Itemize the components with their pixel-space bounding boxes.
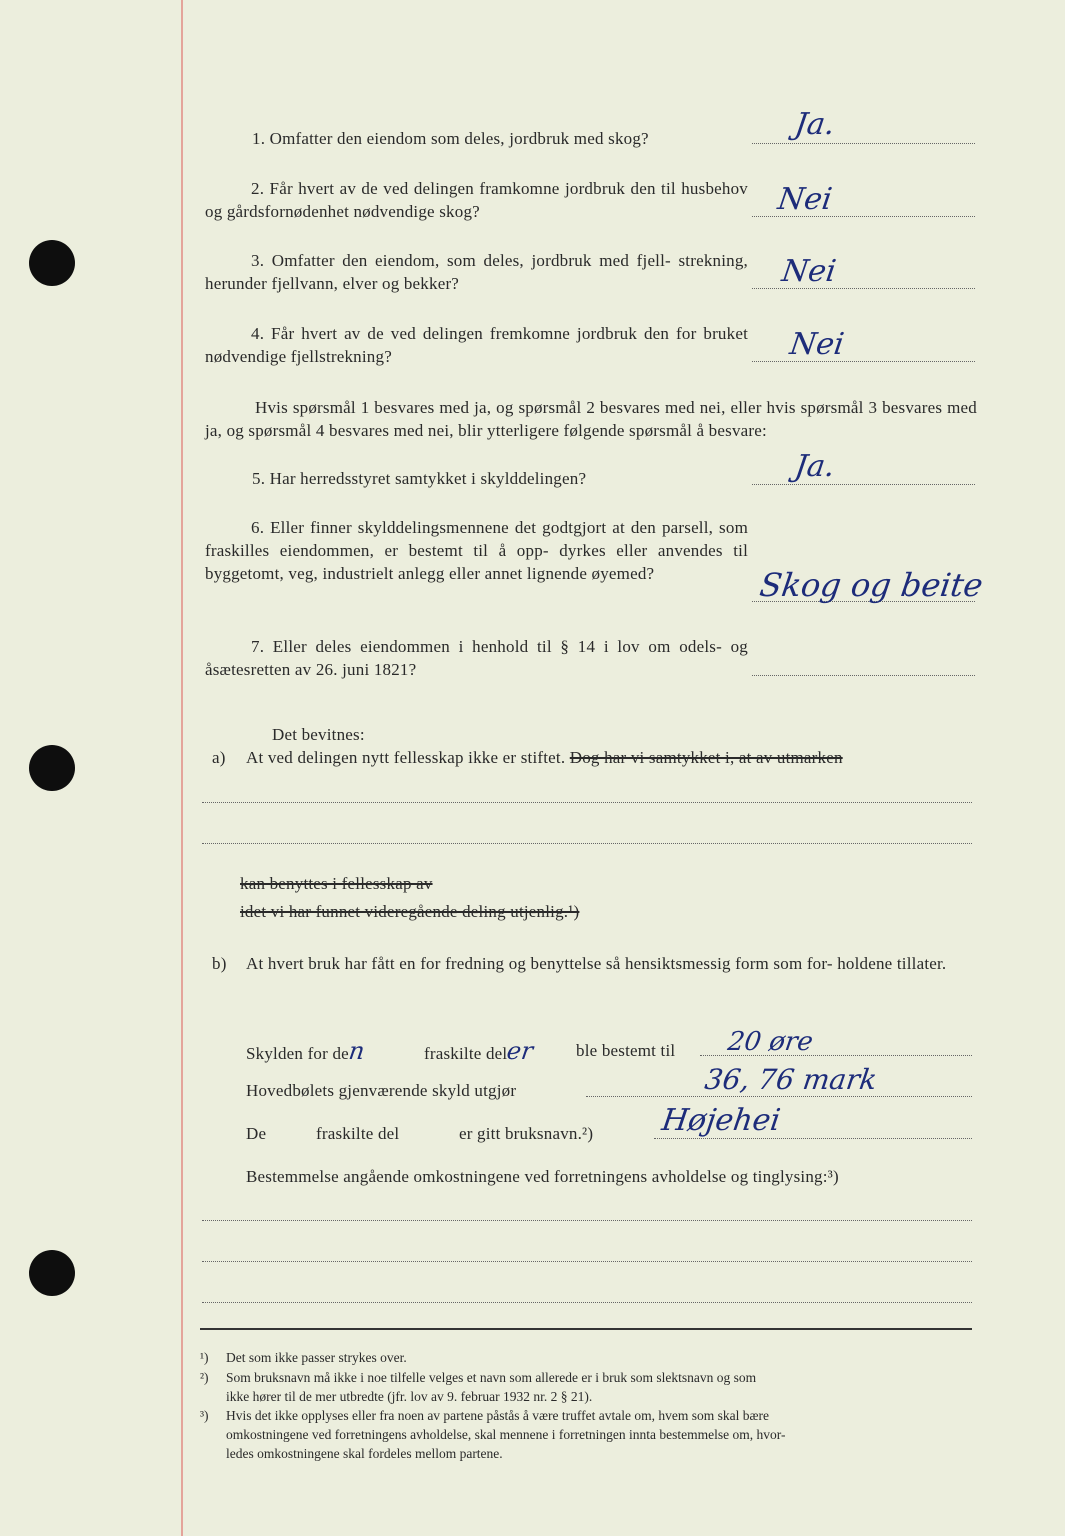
footnote-3-line-2: omkostningene ved forretningens avholdelse, skal mennene i forretningen innta bestemmelse om, hvor- — [226, 1427, 786, 1442]
fill-line — [202, 1261, 972, 1262]
answer-5: Ja. — [792, 449, 837, 484]
fill-line — [202, 843, 972, 844]
question-5: 5. Har herredsstyret samtykket i skylddelingen? — [252, 469, 587, 488]
footnote-3-line-1: Hvis det ikke opplyses eller fra noen av partene påstås å være truffet avtale om, hvem som skal bære — [226, 1408, 769, 1423]
margin-line — [181, 0, 183, 1536]
hoved-line — [586, 1096, 972, 1097]
attest-b-label: b) — [212, 954, 227, 973]
question-6: 6. Eller finner skylddelingsmennene det godtgjort at den parsell, som fraskilles eiendommen, er bestemt til å opp- dyrkes eller anvendes til byggetomt, veg, industrielt anlegg eller annet lignende øyemed? — [205, 518, 748, 583]
question-1: 1. Omfatter den eiendom som deles, jordbruk med skog? — [252, 129, 649, 148]
answer-4: Nei — [787, 327, 847, 362]
footnote-2-mark: ²) — [200, 1370, 209, 1385]
navn-label-2: fraskilte del — [316, 1124, 400, 1143]
fill-line — [202, 1220, 972, 1221]
hoved-label: Hovedbølets gjenværende skyld utgjør — [246, 1081, 517, 1100]
navn-label-3: er gitt bruksnavn.²) — [459, 1124, 594, 1143]
struck-line-2: idet vi har funnet videregående deling utjenlig.¹) — [240, 902, 580, 921]
attest-b-text: At hvert bruk har fått en for fredning og benyttelse så hensiktsmessig form som for- holdene tillater. — [246, 954, 947, 973]
skyld-value: 20 øre — [725, 1027, 815, 1057]
question-4: 4. Får hvert av de ved delingen fremkomne jordbruk den for bruket nødvendige fjellstrekning? — [205, 324, 748, 366]
punch-hole — [29, 240, 75, 286]
footnote-1 — [200, 1348, 975, 1367]
question-3: 3. Omfatter den eiendom, som deles, jordbruk med fjell- strekning, herunder fjellvann, elver og bekker? — [205, 251, 748, 293]
footnote-1-text: Det som ikke passer strykes over. — [226, 1350, 407, 1365]
condition-paragraph: Hvis spørsmål 1 besvares med ja, og spørsmål 2 besvares med nei, eller hvis spørsmål 3 besvares med ja, og spørsmål 4 besvares med nei, blir ytterligere følgende spørsmål å besvare: — [205, 398, 977, 440]
attest-a-text — [246, 746, 843, 769]
attest-a-label: a) — [212, 748, 226, 767]
skyld-label-1 — [246, 1039, 365, 1065]
skyld-label-3: ble bestemt til — [576, 1041, 676, 1060]
footnote-3-line-3: ledes omkostningene skal fordeles mellom partene. — [226, 1446, 503, 1461]
answer-line-7 — [752, 675, 975, 676]
skyld-label-1-text: Skylden for de — [246, 1044, 349, 1063]
fill-line — [202, 1302, 972, 1303]
bestemmelse-label: Bestemmelse angående omkostningene ved forretningens avholdelse og tinglysing:³) — [246, 1167, 839, 1186]
skyld-label-2 — [424, 1037, 536, 1065]
footnote-2 — [200, 1368, 975, 1406]
attest-a-statement: At ved delingen nytt fellesskap ikke er stiftet. — [246, 748, 566, 767]
answer-line-4 — [752, 361, 975, 362]
footnote-3 — [200, 1406, 975, 1463]
footnote-1-mark: ¹) — [200, 1350, 209, 1365]
skyld-label-2-hand: er — [505, 1037, 536, 1065]
footnote-2-line-1: Som bruksnavn må ikke i noe tilfelle velges et navn som allerede er i bruk som slektsnavn og som — [226, 1370, 757, 1385]
navn-value: Højehei — [659, 1103, 783, 1138]
answer-2: Nei — [775, 182, 835, 217]
footnote-2-line-2: ikke hører til de mer utbredte (jfr. lov av 9. februar 1932 nr. 2 § 21). — [226, 1389, 593, 1404]
footnote-3-mark: ³) — [200, 1408, 209, 1423]
hoved-value: 36, 76 mark — [702, 1063, 879, 1096]
navn-label-1: De — [246, 1124, 267, 1143]
punch-hole — [29, 1250, 75, 1296]
struck-line-1: kan benyttes i fellesskap av — [240, 874, 433, 893]
punch-hole — [29, 745, 75, 791]
attest-a-struck: Dog har vi samtykket i, at av utmarken — [569, 748, 843, 767]
skyld-label-1-hand: n — [346, 1037, 367, 1065]
answer-line-5 — [752, 484, 975, 485]
question-7: 7. Eller deles eiendommen i henhold til § 14 i lov om odels- og åsætesretten av 26. juni 1821? — [205, 637, 748, 679]
question-2: 2. Får hvert av de ved delingen framkomne jordbruk den til husbehov og gårdsfornødenhet nødvendige skog? — [205, 179, 748, 221]
skyld-label-2-text: fraskilte del — [424, 1044, 508, 1063]
navn-line — [654, 1138, 972, 1139]
footnote-rule — [200, 1328, 972, 1330]
answer-6: Skog og beite — [757, 566, 986, 604]
answer-line-1 — [752, 143, 975, 144]
fill-line — [202, 802, 972, 803]
attest-heading: Det bevitnes: — [272, 725, 365, 744]
answer-3: Nei — [779, 254, 839, 289]
answer-1: Ja. — [792, 107, 837, 142]
